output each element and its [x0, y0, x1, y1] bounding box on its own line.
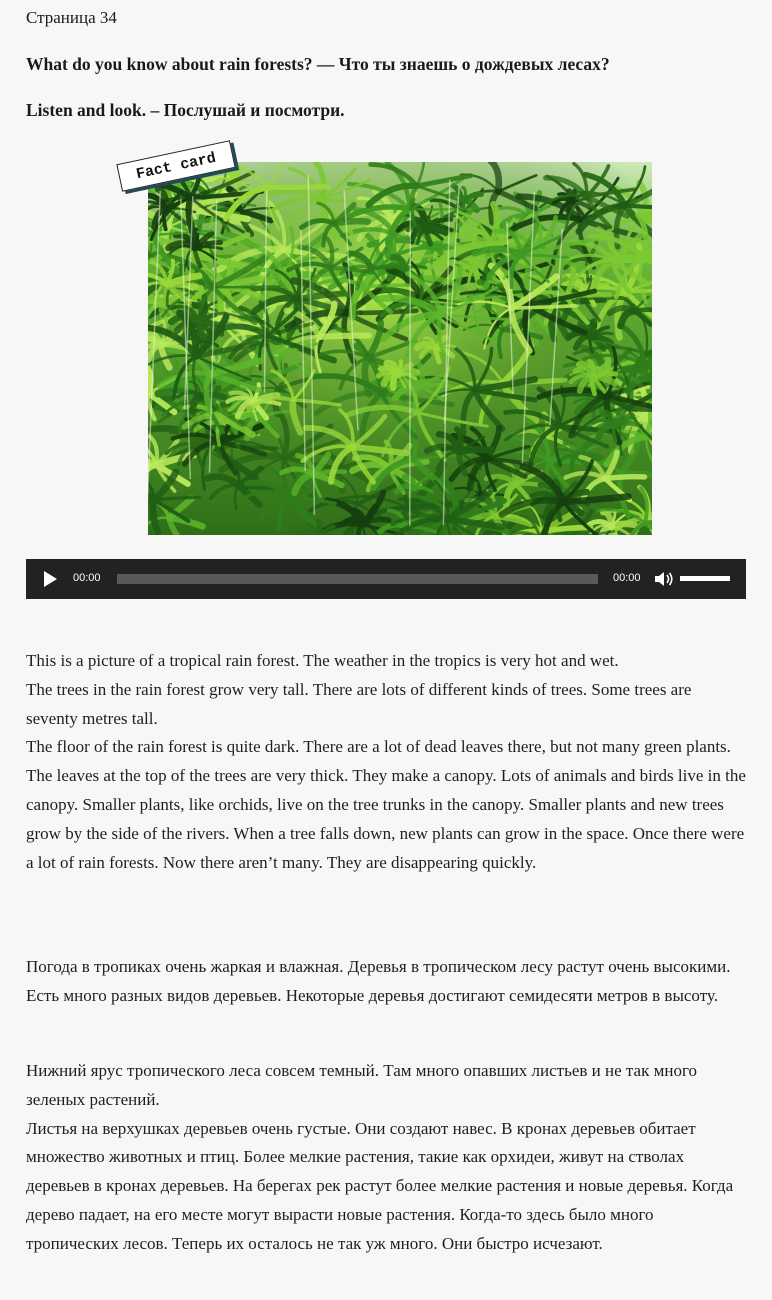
frond [364, 285, 409, 287]
frond [297, 532, 319, 535]
lesson-heading: What do you know about rain forests? — Что ты знаешь о дождевых лесах? [26, 54, 610, 74]
frond [267, 187, 328, 188]
russian-text-1: Погода в тропиках очень жаркая и влажная. Деревья в тропическом лесу растут очень высокими. Есть много разных видов деревьев. Некоторые деревья достигают семидесяти метров в высоту. [26, 957, 731, 1005]
volume-slider[interactable] [680, 576, 730, 581]
play-icon[interactable] [44, 571, 57, 587]
frond [335, 221, 368, 223]
frond [409, 209, 479, 210]
frond [319, 336, 369, 337]
audio-progress-track[interactable] [117, 574, 598, 584]
frond [512, 306, 576, 308]
tree-trunk [410, 211, 411, 526]
russian-text-2: Нижний ярус тропического леса совсем темный. Там много опавших листьев и не так много зеленых растений. Листья на верхушках деревьев очень густые. Они создают навес. В кронах деревьев обитает множество животных и птиц. Более мелкие растения, такие как орхидеи, живут на стволах деревьев в кронах деревьев. На берегах рек растут более мелкие растения и новые деревья. Когда дерево падает, на его месте могут вырасти новые растения. Когда-то здесь было много тропических лесов. Теперь их осталось не так уж много. Они быстро исчезают. [26, 1061, 734, 1253]
fact-card-label: Fact card [116, 140, 235, 192]
frond [213, 286, 279, 287]
english-paragraph [26, 647, 746, 877]
audio-player [26, 559, 746, 599]
frond [584, 298, 618, 300]
frond [420, 365, 423, 386]
volume-icon[interactable] [654, 570, 674, 588]
duration-time: 00:00 [613, 572, 641, 584]
frond [372, 266, 403, 268]
frond [628, 408, 652, 409]
frond [365, 519, 388, 522]
page-number: Страница 34 [26, 8, 117, 27]
frond [148, 367, 150, 393]
frond [634, 310, 652, 312]
current-time: 00:00 [73, 572, 101, 584]
frond [459, 450, 492, 452]
english-text: This is a picture of a tropical rain forest. The weather in the tropics is very hot and wet. The trees in the rain forest grow very tall. There are lots of different kinds of trees. Some trees are seventy metres tall. The floor of the rain forest is quite dark. There are a lot of dead leaves there, but not many green plants. The leaves at the top of the trees are very thick. They make a canopy. Lots of animals and birds live in the canopy. Smaller plants, like orchids, live on the tree trunks in the canopy. Smaller plants and new trees grow by the side of the rivers. When a tree falls down, new plants can grow in the space. Once there were a lot of rain forests. Now there aren’t many. They are disappearing quickly. [26, 651, 746, 872]
russian-paragraph-2 [26, 1057, 746, 1259]
frond [605, 477, 645, 479]
rainforest-image [148, 162, 652, 535]
instruction-heading: Listen and look. – Послушай и посмотри. [26, 100, 345, 120]
russian-paragraph-1 [26, 953, 746, 1011]
